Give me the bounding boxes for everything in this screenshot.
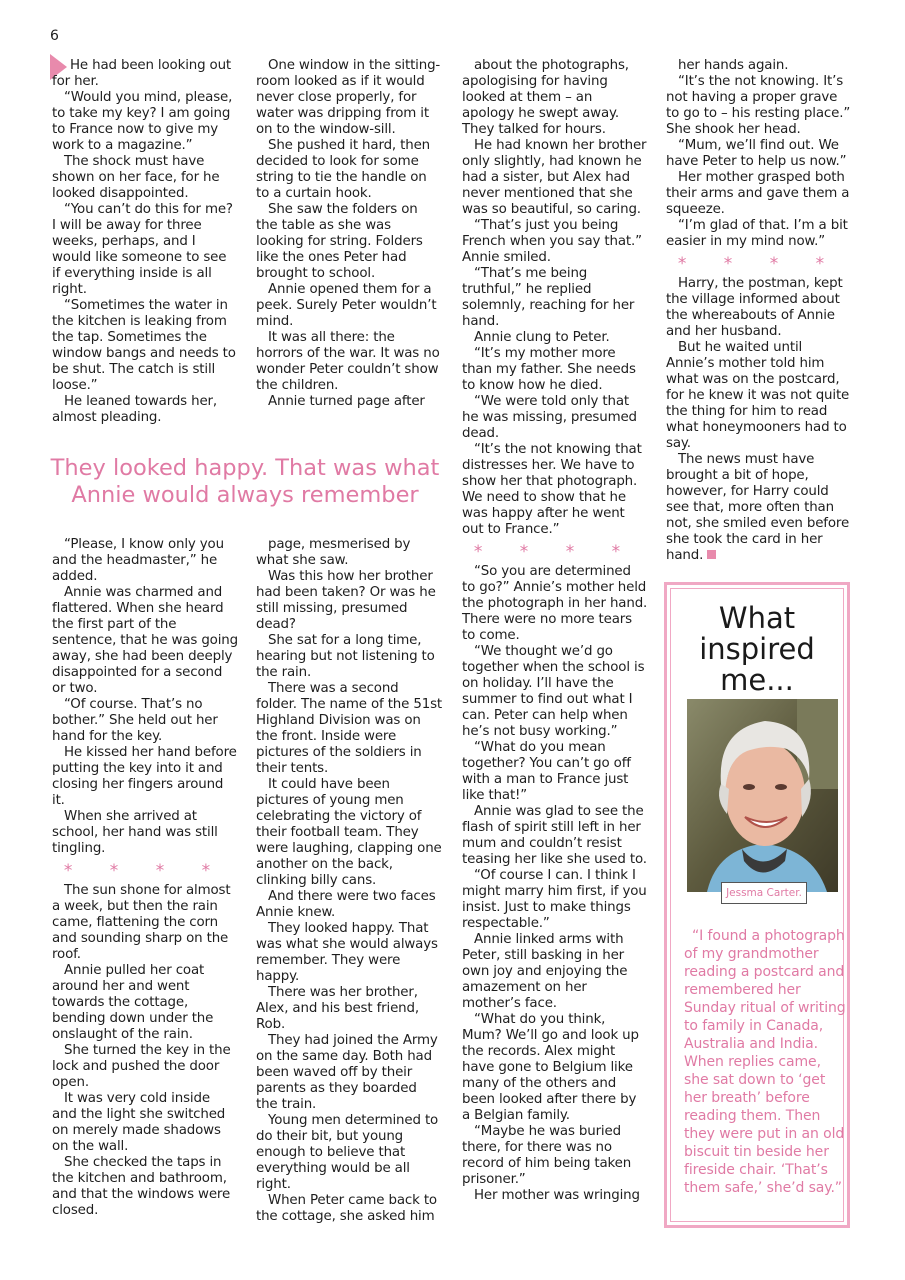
paragraph: “It’s the not knowing that distresses her. We have to show her that photograph. We need to show that he was happy after he went out to France.” (462, 442, 642, 537)
paragraph: “We were told only that he was missing, presumed dead. (462, 394, 637, 441)
sidebar-title: What inspired me... (699, 601, 815, 697)
pull-quote: They looked happy. That was what Annie would always remember (50, 455, 440, 508)
paragraph: Young men determined to do their bit, but young enough to believe that everything would be all right. (256, 1113, 439, 1192)
paragraph: Was this how her brother had been taken? Or was he still missing, presumed dead? (256, 569, 436, 632)
paragraph: “Please, I know only you and the headmaster,” he added. (52, 537, 224, 584)
paragraph: When Peter came back to the cottage, she asked him (256, 1193, 437, 1224)
paragraph: Annie clung to Peter. (474, 330, 610, 345)
paragraph: “Of course I can. I think I might marry him first, if you insist. Just to make things respectable.” (462, 868, 647, 931)
paragraph: It was all there: the horrors of the war. It was no wonder Peter couldn’t show the children. (256, 330, 440, 393)
paragraph: But he waited until Annie’s mother told him what was on the postcard, for he knew it was not quite the thing for him to read what honeymooners had to say. (666, 340, 850, 451)
paragraph: She turned the key in the lock and pushed the door open. (52, 1043, 231, 1090)
paragraph: One window in the sitting-room looked as if it would never close properly, for water was dripping from it on to the window-sill. (256, 58, 441, 137)
paragraph: “I’m glad of that. I’m a bit easier in my mind now.” (666, 218, 848, 249)
paragraph: They had joined the Army on the same day. Both had been waved off by their parents as they boarded the train. (256, 1033, 438, 1112)
paragraph: Annie turned page after (268, 394, 425, 409)
paragraph: The sun shone for almost a week, but then the rain came, flattening the corn and sounding sharp on the roof. (52, 883, 231, 962)
column-1-bottom (52, 537, 238, 1219)
paragraph: Harry, the postman, kept the village informed about the whereabouts of Annie and her husband. (666, 276, 843, 339)
paragraph: There was a second folder. The name of the 51st Highland Division was on the front. Inside were pictures of the soldiers in their tents. (256, 681, 443, 776)
paragraph: She checked the taps in the kitchen and bathroom, and that the windows were closed. (52, 1155, 231, 1218)
paragraph: “Would you mind, please, to take my key? I am going to France now to give my work to a magazine.” (52, 90, 233, 153)
paragraph: They looked happy. That was what she would always remember. They were happy. (256, 921, 438, 984)
quote-text: “I found a photograph of my grandmother reading a postcard and remembered her Sunday ritual of writing to family in Canada, Australia and India. When replies came, she sat down to ‘get her breath’ before reading them. Then they were put in an old biscuit tin beside her fireside chair. ‘That’s them safe,’ she’d say.” (684, 928, 846, 1196)
paragraph: “That’s me being truthful,” he replied solemnly, reaching for her hand. (462, 266, 635, 329)
paragraph: She saw the folders on the table as she was looking for string. Folders like the ones Peter had brought to school. (256, 202, 423, 281)
paragraph: He kissed her hand before putting the key into it and closing her fingers around it. (52, 745, 237, 808)
paragraph: Annie opened them for a peek. Surely Peter wouldn’t mind. (256, 282, 437, 329)
paragraph: Annie pulled her coat around her and went towards the cottage, bending down under the onslaught of the rain. (52, 963, 214, 1042)
paragraph: about the photographs, apologising for having looked at them – an apology he swept away. They talked for hours. (462, 58, 629, 137)
author-photo (687, 699, 838, 892)
inspiration-quote (684, 927, 846, 1197)
paragraph: He leaned towards her, almost pleading. (52, 394, 218, 425)
paragraph: Her mother grasped both their arms and gave them a squeeze. (666, 170, 850, 217)
end-of-story-mark (707, 550, 716, 559)
paragraph: “Sometimes the water in the kitchen is leaking from the tap. Sometimes the window bangs and needs to be shut. The catch is still loose.” (52, 298, 236, 393)
column-2-bottom (256, 537, 442, 1225)
photo-caption: Jessma Carter. (721, 882, 807, 904)
paragraph: “That’s just you being French when you say that.” Annie smiled. (462, 218, 642, 265)
paragraph: The news must have brought a bit of hope, however, for Harry could see that, more often than not, she smiled even before she took the card in her hand. (666, 452, 850, 563)
paragraph: He had been looking out for her. (52, 58, 232, 89)
paragraph: Annie was glad to see the flash of spirit still left in her mum and couldn’t resist teasing her like she used to. (462, 804, 647, 867)
paragraph: “Mum, we’ll find out. We have Peter to help us now.” (666, 138, 847, 169)
paragraph: “What do you think, Mum? We’ll go and look up the records. Alex might have gone to Belgium like many of the others and been looked after there by a Belgian family. (462, 1012, 639, 1123)
paragraph: When she arrived at school, her hand was still tingling. (52, 809, 218, 856)
column-1-top (52, 58, 238, 426)
inspiration-sidebar (664, 582, 850, 1228)
paragraph: He had known her brother only slightly, had known he had a sister, but Alex had never mentioned that she was so beautiful, so caring. (462, 138, 647, 217)
paragraph: “We thought we’d go together when the school is on holiday. I’ll have the summer to find out what I can. Peter can help when he’s not busy working.” (462, 644, 645, 739)
section-break-stars: * * * * (473, 542, 637, 562)
paragraph: Annie linked arms with Peter, still basking in her own joy and enjoying the amazement on her mother’s face. (462, 932, 628, 1011)
paragraph: And there were two faces Annie knew. (256, 889, 436, 920)
paragraph: her hands again. (678, 58, 789, 73)
paragraph: She pushed it hard, then decided to look for some string to tie the handle on to a curtain hook. (256, 138, 430, 201)
paragraph: Her mother was wringing (474, 1188, 640, 1203)
paragraph: “Maybe he was buried there, for there was no record of him being taken prisoner.” (462, 1124, 632, 1187)
paragraph: “So you are determined to go?” Annie’s mother held the photograph in her hand. There were no more tears to come. (462, 564, 648, 643)
paragraph: Annie was charmed and flattered. When she heard the first part of the sentence, that he was going away, she had been deeply disappointed for a second or two. (52, 585, 238, 696)
column-2-top (256, 58, 442, 410)
section-break-stars: * * * * (677, 254, 841, 274)
paragraph: “You can’t do this for me? I will be away for three weeks, perhaps, and I would like someone to see if everything inside is all right. (52, 202, 233, 297)
column-4 (666, 58, 852, 564)
paragraph: “It’s the not knowing. It’s not having a proper grave to go to – his resting place.” She shook her head. (666, 74, 851, 137)
page-number: 6 (50, 28, 59, 44)
paragraph: “Of course. That’s no bother.” She held out her hand for the key. (52, 697, 218, 744)
paragraph: She sat for a long time, hearing but not listening to the rain. (256, 633, 435, 680)
column-3 (462, 58, 648, 1204)
paragraph: page, mesmerised by what she saw. (256, 537, 411, 568)
paragraph: “What do you mean together? You can’t go off with a man to France just like that!” (462, 740, 631, 803)
paragraph: “It’s my mother more than my father. She needs to know how he died. (462, 346, 636, 393)
section-break-stars: * * * * (63, 861, 227, 881)
paragraph: The shock must have shown on her face, for he looked disappointed. (52, 154, 220, 201)
paragraph: It was very cold inside and the light she switched on merely made shadows on the wall. (52, 1091, 226, 1154)
paragraph: There was her brother, Alex, and his best friend, Rob. (256, 985, 419, 1032)
paragraph: It could have been pictures of young men celebrating the victory of their football team. They were laughing, clapping one another on the back, clinking billy cans. (256, 777, 442, 888)
